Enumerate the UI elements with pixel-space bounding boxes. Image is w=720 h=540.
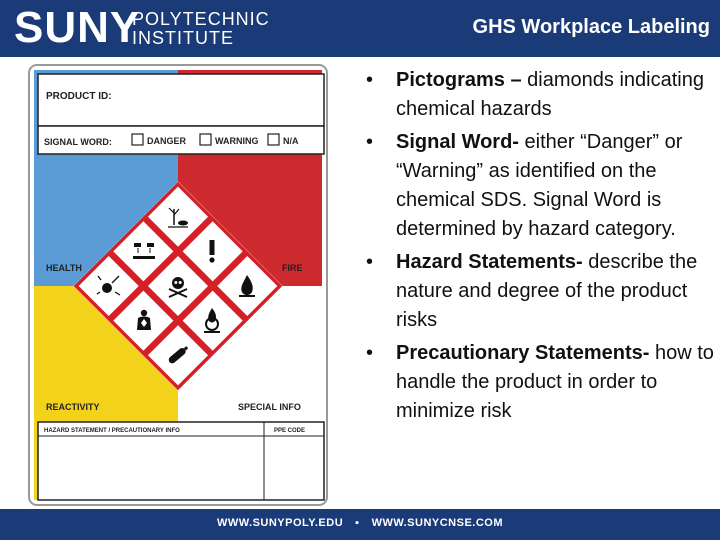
bullet-dot: • bbox=[366, 69, 374, 91]
bullet-dot: • bbox=[366, 342, 374, 364]
fire-label: FIRE bbox=[282, 263, 303, 273]
reactivity-label: REACTIVITY bbox=[46, 402, 100, 412]
bullet-term: Signal Word- bbox=[396, 131, 519, 153]
bullet-list bbox=[366, 66, 716, 430]
ghs-label-image bbox=[28, 64, 330, 508]
bullet-text: how to handle the product in order to minimize risk bbox=[396, 342, 714, 422]
footer-links bbox=[0, 517, 720, 529]
warning-label: WARNING bbox=[215, 136, 259, 146]
bullet-term: Hazard Statements- bbox=[396, 251, 583, 273]
bullet-text: either “Danger” or “Warning” as identified on the chemical SDS. Signal Word is determined by hazard category. bbox=[396, 131, 683, 240]
bullet-item-pictograms bbox=[366, 66, 716, 124]
hazard-statement-label: HAZARD STATEMENT / PRECAUTIONARY INFO bbox=[44, 428, 180, 434]
danger-checkbox bbox=[132, 134, 143, 145]
na-label: N/A bbox=[283, 136, 299, 146]
health-label: HEALTH bbox=[46, 263, 82, 273]
signal-word-label: SIGNAL WORD: bbox=[44, 137, 112, 147]
slide-title: GHS Workplace Labeling bbox=[472, 16, 710, 38]
danger-label: DANGER bbox=[147, 136, 187, 146]
warning-checkbox bbox=[200, 134, 211, 145]
bullet-text: describe the nature and degree of the product risks bbox=[396, 251, 698, 331]
bullet-item-signal-word bbox=[366, 128, 716, 244]
bullet-item-hazard-statements bbox=[366, 248, 716, 335]
footer-link-sunycnse[interactable]: WWW.SUNYCNSE.COM bbox=[371, 517, 504, 529]
ghs-label-svg bbox=[28, 64, 330, 508]
header-bar bbox=[0, 0, 720, 57]
logo-suny: SUNY bbox=[14, 3, 141, 52]
na-checkbox bbox=[268, 134, 279, 145]
bullet-item-precautionary-statements bbox=[366, 339, 716, 426]
logo-line-2: INSTITUTE bbox=[132, 28, 234, 48]
bullet-text: diamonds indicating chemical hazards bbox=[396, 69, 704, 120]
footer-bar bbox=[0, 509, 720, 540]
footer-link-sunypoly[interactable]: WWW.SUNYPOLY.EDU bbox=[216, 517, 344, 529]
bullet-dot: • bbox=[366, 251, 374, 273]
special-info-label: SPECIAL INFO bbox=[238, 402, 301, 412]
bullet-term: Precautionary Statements- bbox=[396, 342, 650, 364]
bullet-term: Pictograms – bbox=[396, 69, 522, 91]
footer-separator: ▪ bbox=[355, 517, 360, 529]
logo-line-1: POLYTECHNIC bbox=[132, 9, 270, 29]
logo-polytechnic-institute bbox=[132, 10, 270, 48]
product-id-label: PRODUCT ID: bbox=[46, 91, 112, 102]
bullet-dot: • bbox=[366, 131, 374, 153]
ppe-code-label: PPE CODE bbox=[274, 428, 306, 434]
